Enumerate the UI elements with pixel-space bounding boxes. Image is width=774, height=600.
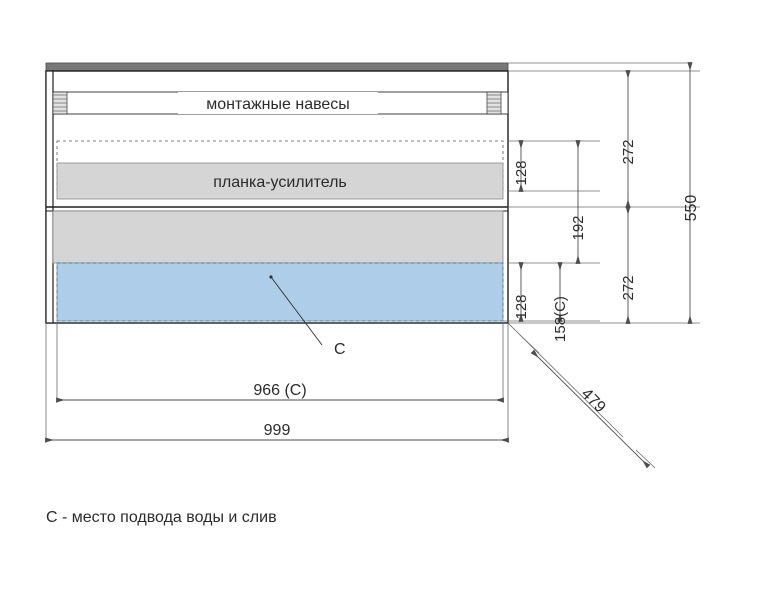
dim-label-272-upper: 272: [620, 139, 637, 165]
dim-label-128-top: 128: [513, 160, 530, 186]
label-reinforcement-strip: [190, 170, 370, 192]
dim-label-272-lower: 272: [620, 275, 637, 301]
dim-label-479: 479: [577, 385, 609, 417]
dim-label-192: 192: [570, 215, 587, 241]
label-point-c: C: [334, 341, 346, 358]
perspective-depth-lines: [508, 63, 692, 437]
dim-192: [570, 141, 587, 263]
dim-label-966: 966 (C): [253, 382, 307, 399]
dim-550: [683, 63, 700, 323]
dim-label-550: 550: [683, 194, 700, 222]
dim-label-999: 999: [263, 422, 291, 439]
dim-label-128-bottom: 128: [513, 294, 530, 320]
dim-272-upper: [620, 71, 637, 207]
countertop: [46, 63, 508, 71]
label-reinforcement-strip-text: планка-усилитель: [213, 174, 347, 191]
dim-272-lower: [620, 207, 637, 323]
diagram-caption: C - место подвода воды и слив: [46, 509, 277, 526]
dim-158c: [552, 263, 569, 342]
dim-128-bottom: [513, 263, 530, 321]
dim-966: [57, 382, 503, 400]
dim-label-158c: 158(C): [552, 296, 569, 342]
dim-999: [46, 422, 508, 440]
dim-128-top: [513, 141, 530, 191]
bracket-hatch-left: [53, 92, 67, 114]
lower-drawer: [53, 211, 503, 321]
label-mounting-brackets: [178, 92, 378, 114]
bracket-hatch-right: [487, 92, 501, 114]
label-mounting-brackets-text: монтажные навесы: [206, 96, 350, 113]
